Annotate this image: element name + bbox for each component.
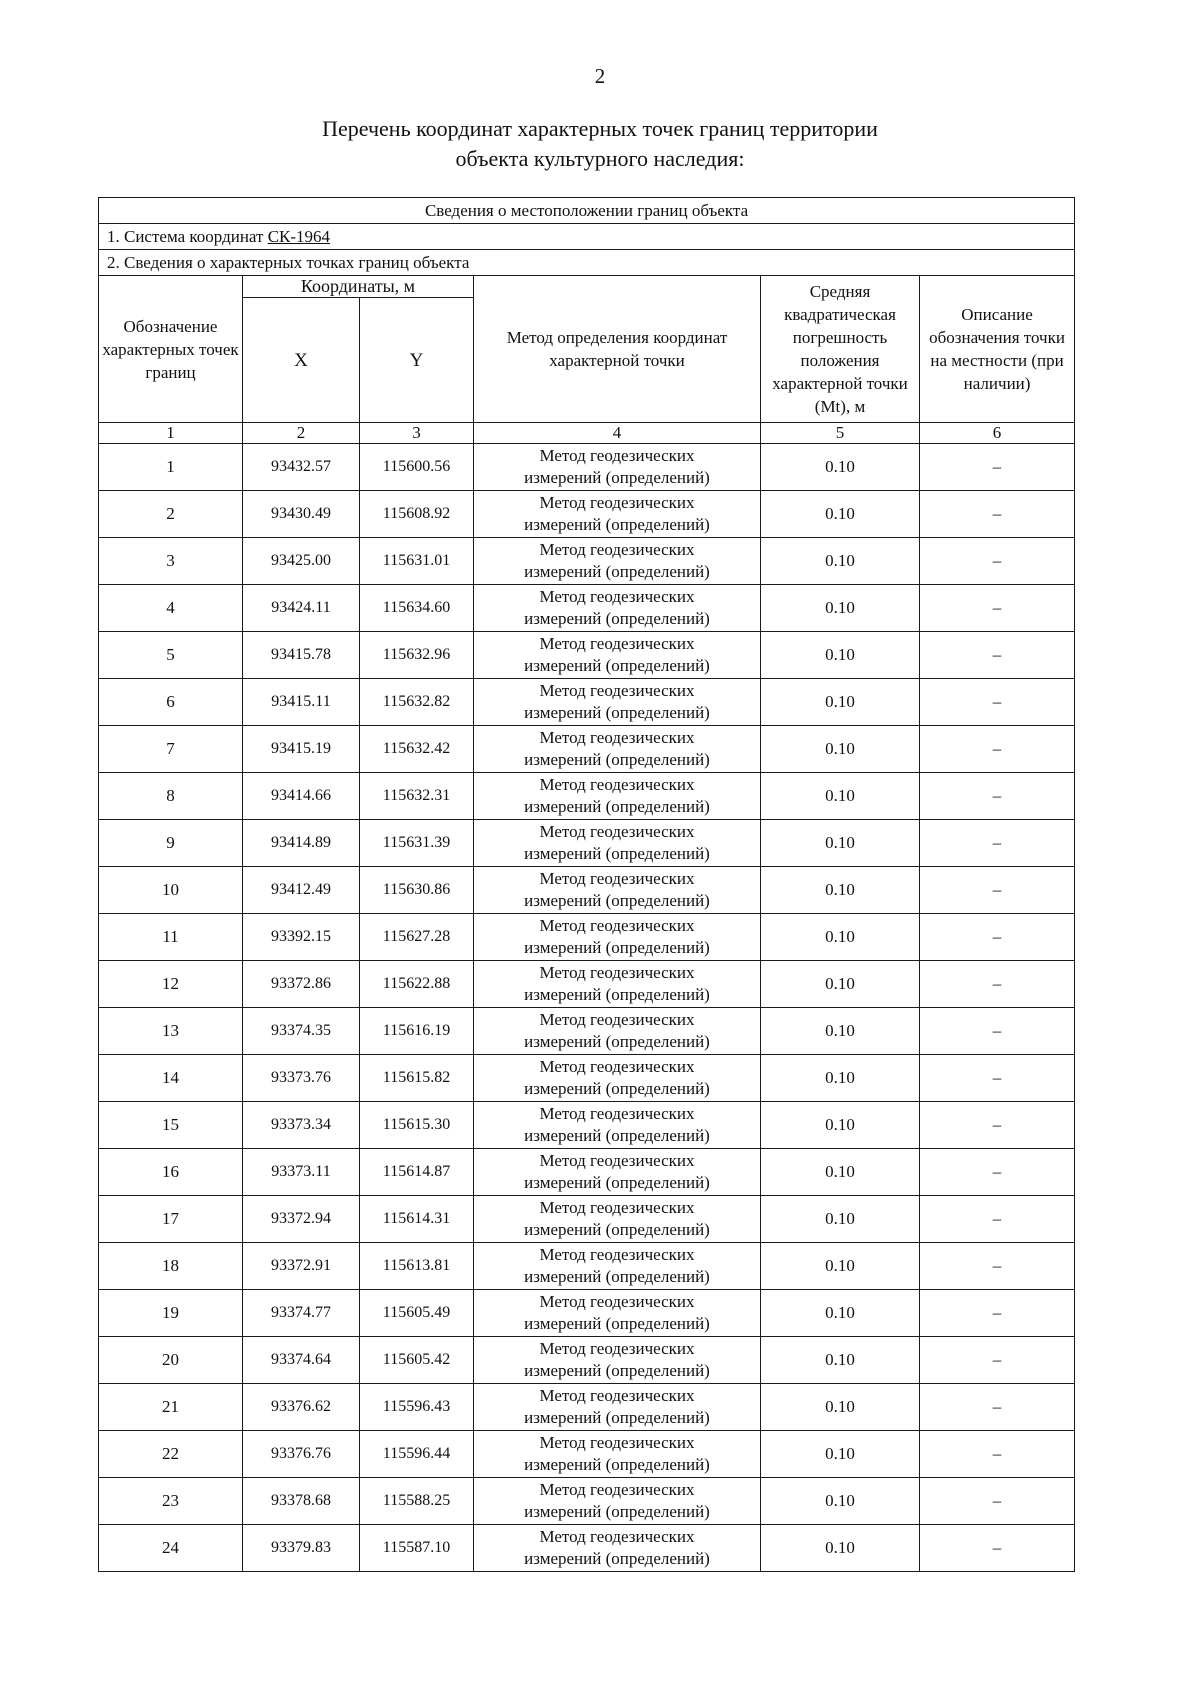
method-line-1: Метод геодезических — [539, 681, 695, 700]
point-description: – — [920, 1525, 1075, 1572]
point-number: 23 — [99, 1478, 243, 1525]
point-method — [474, 491, 761, 538]
point-description: – — [920, 1431, 1075, 1478]
method-line-2: измерений (определений) — [524, 844, 710, 863]
point-y: 115614.31 — [360, 1196, 474, 1243]
point-method — [474, 1055, 761, 1102]
point-number: 4 — [99, 585, 243, 632]
point-method — [474, 1525, 761, 1572]
method-line-2: измерений (определений) — [524, 1314, 710, 1333]
header-coordinates: Координаты, м — [243, 276, 474, 298]
point-y: 115632.31 — [360, 773, 474, 820]
method-line-1: Метод геодезических — [539, 587, 695, 606]
point-method — [474, 1431, 761, 1478]
point-error: 0.10 — [761, 1196, 920, 1243]
point-error: 0.10 — [761, 773, 920, 820]
table-row — [99, 914, 1075, 961]
point-y: 115615.82 — [360, 1055, 474, 1102]
method-line-1: Метод геодезических — [539, 634, 695, 653]
point-error: 0.10 — [761, 1478, 920, 1525]
table-row — [99, 1055, 1075, 1102]
method-line-2: измерений (определений) — [524, 1267, 710, 1286]
point-x: 93372.91 — [243, 1243, 360, 1290]
point-method — [474, 1337, 761, 1384]
method-line-1: Метод геодезических — [539, 1339, 695, 1358]
method-line-1: Метод геодезических — [539, 493, 695, 512]
point-x: 93430.49 — [243, 491, 360, 538]
point-error: 0.10 — [761, 632, 920, 679]
point-x: 93373.34 — [243, 1102, 360, 1149]
point-error: 0.10 — [761, 1243, 920, 1290]
point-number: 13 — [99, 1008, 243, 1055]
point-error: 0.10 — [761, 585, 920, 632]
method-line-2: измерений (определений) — [524, 656, 710, 675]
point-y: 115632.42 — [360, 726, 474, 773]
page-number: 2 — [594, 64, 606, 88]
point-description: – — [920, 914, 1075, 961]
method-line-1: Метод геодезических — [539, 1010, 695, 1029]
method-line-2: измерений (определений) — [524, 1549, 710, 1568]
column-number: 4 — [474, 423, 761, 444]
point-description: – — [920, 679, 1075, 726]
point-y: 115634.60 — [360, 585, 474, 632]
point-description: – — [920, 726, 1075, 773]
point-error: 0.10 — [761, 867, 920, 914]
point-x: 93373.11 — [243, 1149, 360, 1196]
point-error: 0.10 — [761, 679, 920, 726]
method-line-1: Метод геодезических — [539, 1245, 695, 1264]
point-method — [474, 914, 761, 961]
table-row — [99, 444, 1075, 491]
point-method — [474, 867, 761, 914]
header-description: Описание обозначения точки на местности (при наличии) — [920, 276, 1075, 423]
point-y: 115596.43 — [360, 1384, 474, 1431]
point-description: – — [920, 820, 1075, 867]
point-number: 12 — [99, 961, 243, 1008]
title-line-2: объекта культурного наследия: — [455, 146, 745, 171]
table-row — [99, 1149, 1075, 1196]
point-method — [474, 585, 761, 632]
point-y: 115605.49 — [360, 1290, 474, 1337]
point-number: 10 — [99, 867, 243, 914]
table-row — [99, 726, 1075, 773]
point-error: 0.10 — [761, 1384, 920, 1431]
point-number: 15 — [99, 1102, 243, 1149]
point-x: 93372.86 — [243, 961, 360, 1008]
method-line-2: измерений (определений) — [524, 1408, 710, 1427]
point-number: 22 — [99, 1431, 243, 1478]
point-y: 115605.42 — [360, 1337, 474, 1384]
point-description: – — [920, 773, 1075, 820]
coordinates-table — [98, 197, 1075, 1572]
column-number: 6 — [920, 423, 1075, 444]
point-error: 0.10 — [761, 961, 920, 1008]
point-x: 93378.68 — [243, 1478, 360, 1525]
point-error: 0.10 — [761, 726, 920, 773]
point-description: – — [920, 1055, 1075, 1102]
point-x: 93412.49 — [243, 867, 360, 914]
method-line-1: Метод геодезических — [539, 1386, 695, 1405]
table-row — [99, 961, 1075, 1008]
point-number: 11 — [99, 914, 243, 961]
point-method — [474, 1384, 761, 1431]
point-error: 0.10 — [761, 1337, 920, 1384]
point-x: 93372.94 — [243, 1196, 360, 1243]
point-x: 93373.76 — [243, 1055, 360, 1102]
point-x: 93425.00 — [243, 538, 360, 585]
point-number: 9 — [99, 820, 243, 867]
table-row — [99, 820, 1075, 867]
point-method — [474, 1008, 761, 1055]
point-description: – — [920, 632, 1075, 679]
point-x: 93424.11 — [243, 585, 360, 632]
point-x: 93415.11 — [243, 679, 360, 726]
method-line-1: Метод геодезических — [539, 1433, 695, 1452]
point-method — [474, 632, 761, 679]
point-description: – — [920, 1149, 1075, 1196]
point-y: 115622.88 — [360, 961, 474, 1008]
method-line-1: Метод геодезических — [539, 963, 695, 982]
point-method — [474, 1102, 761, 1149]
point-description: – — [920, 1337, 1075, 1384]
point-number: 20 — [99, 1337, 243, 1384]
table-row — [99, 491, 1075, 538]
point-description: – — [920, 867, 1075, 914]
column-number: 3 — [360, 423, 474, 444]
point-number: 24 — [99, 1525, 243, 1572]
method-line-1: Метод геодезических — [539, 728, 695, 747]
coordinate-system-label: 1. Система координат — [107, 226, 264, 246]
method-line-1: Метод геодезических — [539, 1527, 695, 1546]
table-row — [99, 1525, 1075, 1572]
method-line-1: Метод геодезических — [539, 1480, 695, 1499]
column-number: 5 — [761, 423, 920, 444]
table-row — [99, 1384, 1075, 1431]
point-number: 1 — [99, 444, 243, 491]
point-y: 115615.30 — [360, 1102, 474, 1149]
method-line-2: измерений (определений) — [524, 1455, 710, 1474]
header-error: Средняя квадратическая погрешность положения характерной точки (Mt), м — [761, 276, 920, 423]
point-error: 0.10 — [761, 538, 920, 585]
table-row — [99, 679, 1075, 726]
table-row — [99, 538, 1075, 585]
table-row — [99, 585, 1075, 632]
method-line-2: измерений (определений) — [524, 797, 710, 816]
column-number: 1 — [99, 423, 243, 444]
point-y: 115631.39 — [360, 820, 474, 867]
point-error: 0.10 — [761, 1290, 920, 1337]
point-error: 0.10 — [761, 1102, 920, 1149]
point-number: 16 — [99, 1149, 243, 1196]
point-error: 0.10 — [761, 1055, 920, 1102]
points-section-header: 2. Сведения о характерных точках границ объекта — [99, 250, 1075, 276]
method-line-2: измерений (определений) — [524, 515, 710, 534]
point-number: 6 — [99, 679, 243, 726]
point-method — [474, 726, 761, 773]
point-description: – — [920, 1196, 1075, 1243]
method-line-2: измерений (определений) — [524, 1126, 710, 1145]
section-header: Сведения о местоположении границ объекта — [99, 198, 1075, 224]
table-row — [99, 773, 1075, 820]
table-row — [99, 1102, 1075, 1149]
point-error: 0.10 — [761, 1149, 920, 1196]
method-line-1: Метод геодезических — [539, 822, 695, 841]
method-line-2: измерений (определений) — [524, 1220, 710, 1239]
point-y: 115613.81 — [360, 1243, 474, 1290]
point-x: 93374.64 — [243, 1337, 360, 1384]
method-line-2: измерений (определений) — [524, 562, 710, 581]
table-row — [99, 1290, 1075, 1337]
point-x: 93392.15 — [243, 914, 360, 961]
header-y: Y — [360, 298, 474, 423]
point-method — [474, 444, 761, 491]
method-line-1: Метод геодезических — [539, 446, 695, 465]
point-method — [474, 679, 761, 726]
point-method — [474, 1149, 761, 1196]
header-method: Метод определения координат характерной точки — [474, 276, 761, 423]
point-number: 7 — [99, 726, 243, 773]
table-row — [99, 632, 1075, 679]
point-x: 93415.19 — [243, 726, 360, 773]
method-line-1: Метод геодезических — [539, 869, 695, 888]
point-method — [474, 1478, 761, 1525]
point-error: 0.10 — [761, 1431, 920, 1478]
point-x: 93414.89 — [243, 820, 360, 867]
point-description: – — [920, 1290, 1075, 1337]
header-designation: Обозначение характерных точек границ — [99, 276, 243, 423]
point-error: 0.10 — [761, 444, 920, 491]
point-y: 115588.25 — [360, 1478, 474, 1525]
point-number: 17 — [99, 1196, 243, 1243]
point-x: 93415.78 — [243, 632, 360, 679]
point-number: 18 — [99, 1243, 243, 1290]
point-description: – — [920, 444, 1075, 491]
point-method — [474, 820, 761, 867]
point-number: 2 — [99, 491, 243, 538]
point-description: – — [920, 585, 1075, 632]
method-line-2: измерений (определений) — [524, 891, 710, 910]
method-line-1: Метод геодезических — [539, 1057, 695, 1076]
method-line-2: измерений (определений) — [524, 1032, 710, 1051]
point-number: 5 — [99, 632, 243, 679]
method-line-2: измерений (определений) — [524, 1173, 710, 1192]
table-row — [99, 1337, 1075, 1384]
method-line-1: Метод геодезических — [539, 1292, 695, 1311]
point-description: – — [920, 1384, 1075, 1431]
table-row — [99, 1431, 1075, 1478]
point-y: 115630.86 — [360, 867, 474, 914]
coordinate-system-value: СК-1964 — [267, 226, 331, 246]
point-x: 93374.35 — [243, 1008, 360, 1055]
column-number: 2 — [243, 423, 360, 444]
method-line-2: измерений (определений) — [524, 703, 710, 722]
method-line-2: измерений (определений) — [524, 750, 710, 769]
method-line-2: измерений (определений) — [524, 1361, 710, 1380]
point-y: 115627.28 — [360, 914, 474, 961]
point-y: 115632.96 — [360, 632, 474, 679]
method-line-2: измерений (определений) — [524, 468, 710, 487]
point-method — [474, 1290, 761, 1337]
point-y: 115596.44 — [360, 1431, 474, 1478]
method-line-2: измерений (определений) — [524, 985, 710, 1004]
point-y: 115631.01 — [360, 538, 474, 585]
method-line-1: Метод геодезических — [539, 540, 695, 559]
method-line-1: Метод геодезических — [539, 1198, 695, 1217]
point-method — [474, 538, 761, 585]
coordinate-system-row — [99, 224, 1075, 250]
point-y: 115614.87 — [360, 1149, 474, 1196]
method-line-1: Метод геодезических — [539, 916, 695, 935]
point-y: 115600.56 — [360, 444, 474, 491]
point-method — [474, 1243, 761, 1290]
point-x: 93414.66 — [243, 773, 360, 820]
page-title — [0, 114, 1200, 174]
point-error: 0.10 — [761, 820, 920, 867]
point-number: 14 — [99, 1055, 243, 1102]
point-y: 115608.92 — [360, 491, 474, 538]
method-line-2: измерений (определений) — [524, 1079, 710, 1098]
point-x: 93376.62 — [243, 1384, 360, 1431]
point-method — [474, 961, 761, 1008]
point-x: 93379.83 — [243, 1525, 360, 1572]
table-row — [99, 867, 1075, 914]
table-row — [99, 1196, 1075, 1243]
point-number: 8 — [99, 773, 243, 820]
point-error: 0.10 — [761, 1525, 920, 1572]
point-description: – — [920, 1478, 1075, 1525]
point-y: 115616.19 — [360, 1008, 474, 1055]
point-error: 0.10 — [761, 914, 920, 961]
method-line-2: измерений (определений) — [524, 609, 710, 628]
point-error: 0.10 — [761, 491, 920, 538]
point-number: 21 — [99, 1384, 243, 1431]
method-line-2: измерений (определений) — [524, 1502, 710, 1521]
table-row — [99, 1478, 1075, 1525]
point-description: – — [920, 1102, 1075, 1149]
point-error: 0.10 — [761, 1008, 920, 1055]
point-description: – — [920, 491, 1075, 538]
table-row — [99, 1008, 1075, 1055]
point-number: 19 — [99, 1290, 243, 1337]
point-x: 93432.57 — [243, 444, 360, 491]
point-method — [474, 773, 761, 820]
point-description: – — [920, 1243, 1075, 1290]
point-x: 93374.77 — [243, 1290, 360, 1337]
method-line-1: Метод геодезических — [539, 1104, 695, 1123]
header-x: X — [243, 298, 360, 423]
point-description: – — [920, 538, 1075, 585]
point-number: 3 — [99, 538, 243, 585]
point-y: 115587.10 — [360, 1525, 474, 1572]
point-y: 115632.82 — [360, 679, 474, 726]
table-row — [99, 1243, 1075, 1290]
point-method — [474, 1196, 761, 1243]
point-description: – — [920, 1008, 1075, 1055]
point-description: – — [920, 961, 1075, 1008]
method-line-1: Метод геодезических — [539, 775, 695, 794]
point-x: 93376.76 — [243, 1431, 360, 1478]
method-line-1: Метод геодезических — [539, 1151, 695, 1170]
title-line-1: Перечень координат характерных точек границ территории — [322, 116, 878, 141]
method-line-2: измерений (определений) — [524, 938, 710, 957]
